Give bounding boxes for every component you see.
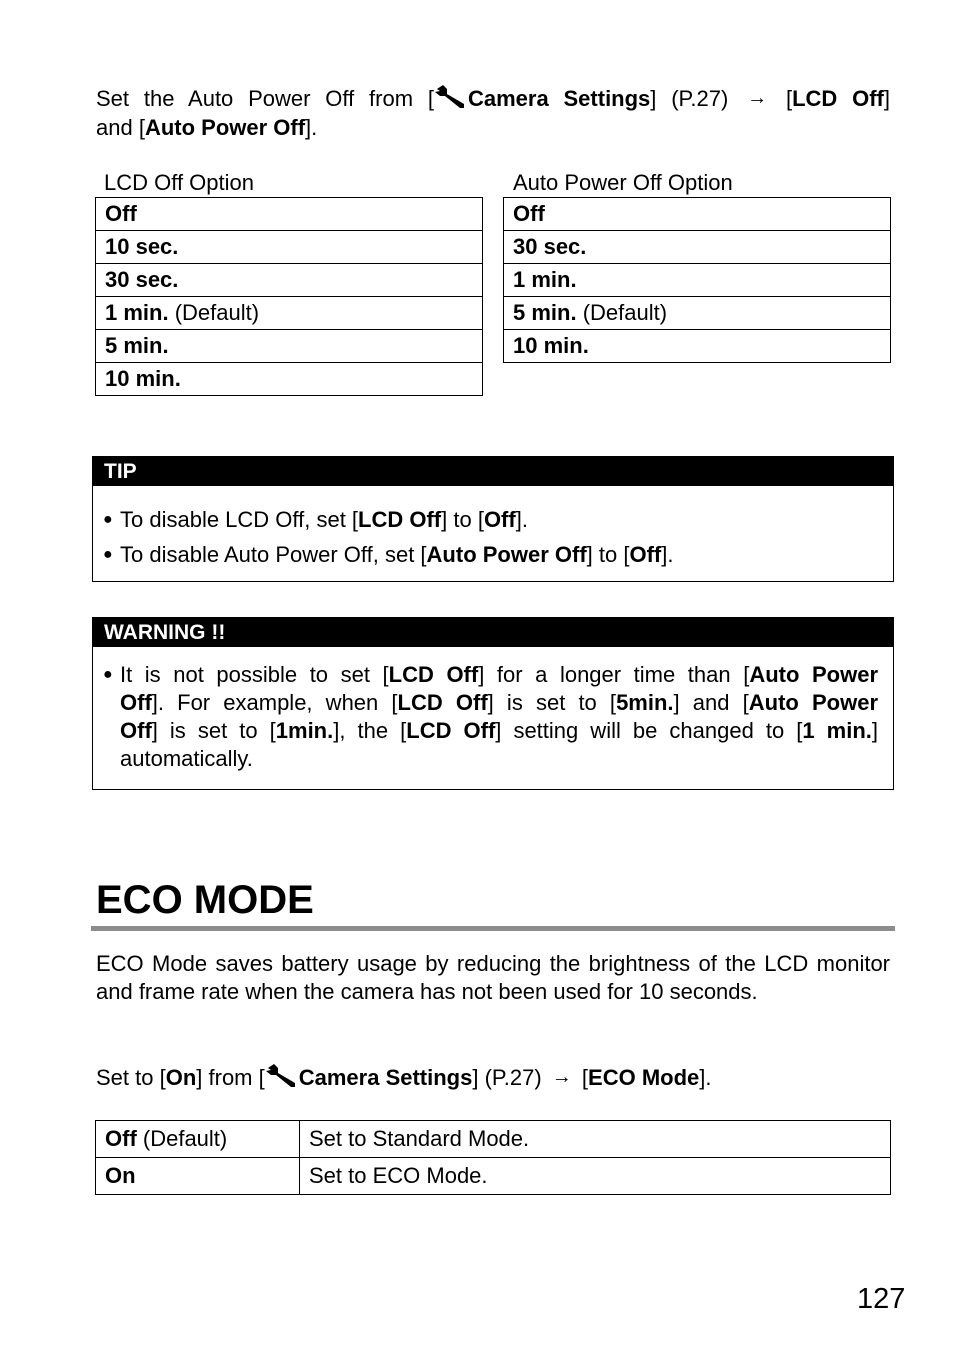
option-value: Off [105, 201, 137, 226]
intro-word: Auto [188, 86, 234, 111]
table-row [504, 231, 891, 264]
warning-line [120, 689, 878, 717]
option-note: (Default) [576, 300, 668, 325]
table-cell [96, 1121, 300, 1158]
tip-text [120, 502, 528, 537]
camera-settings-label: Camera Settings [298, 1065, 473, 1090]
intro-text: ]. [305, 115, 318, 140]
text: ] and [ [673, 690, 749, 715]
option-value: 5 min. [105, 333, 169, 358]
section-divider [91, 926, 895, 931]
tip-header: TIP [93, 457, 893, 486]
tip-text [120, 537, 673, 572]
text: Set to [ [96, 1065, 166, 1090]
wrench-icon [434, 85, 468, 109]
text: ] setting will be changed to [ [495, 718, 803, 743]
text: ], the [ [333, 718, 407, 743]
list-item [103, 502, 883, 537]
text-bold: 5min. [616, 690, 674, 715]
text-bold: 1 min. [802, 718, 872, 743]
table-cell [504, 231, 891, 264]
table-row [96, 231, 483, 264]
text: ] is set to [ [151, 718, 276, 743]
text: ] to [ [441, 507, 484, 532]
intro-word: the [143, 86, 175, 111]
text: ]. [515, 507, 528, 532]
bullet-icon: ● [103, 546, 113, 563]
table-cell [504, 264, 891, 297]
text: ]. [661, 542, 674, 567]
option-value: 10 sec. [105, 234, 179, 259]
eco-mode-table [95, 1120, 891, 1195]
text-bold: Auto Power [748, 690, 879, 715]
auto-power-off-label: Auto Power Off [144, 115, 306, 140]
text: ] is set to [ [487, 690, 617, 715]
eco-mode-label: ECO Mode [588, 1065, 700, 1090]
option-value: 10 min. [105, 366, 181, 391]
text: ]. [699, 1065, 712, 1090]
text-bold: Auto Power [749, 662, 879, 687]
text-bold: On [165, 1065, 197, 1090]
table-cell: Set to Standard Mode. [300, 1121, 891, 1158]
table-row [96, 264, 483, 297]
table-cell [504, 198, 891, 231]
text-bold: Off [120, 718, 152, 743]
wrench-icon [265, 1064, 299, 1088]
text-bold: Off [629, 542, 662, 567]
table-cell [96, 1158, 300, 1195]
bracket: [ [785, 86, 793, 111]
warning-text [120, 661, 878, 773]
table-cell [504, 330, 891, 363]
arrow-right-icon: → [551, 1066, 572, 1088]
table-cell [96, 330, 483, 363]
intro-word: from [369, 86, 414, 111]
text: ] [871, 718, 879, 743]
camera-settings-label: Camera Settings [467, 86, 651, 111]
option-value: 30 sec. [105, 267, 179, 292]
warning-line [120, 661, 878, 689]
table-cell [96, 297, 483, 330]
text: ]. For example, when [ [151, 690, 398, 715]
option-value: On [105, 1163, 136, 1188]
text-bold: LCD Off [397, 690, 488, 715]
option-note: (Default) [168, 300, 260, 325]
lcd-off-label: LCD Off [792, 86, 884, 111]
text: It is not possible to set [ [120, 662, 389, 687]
table-row [504, 264, 891, 297]
table-cell [96, 264, 483, 297]
intro-line-2 [96, 115, 317, 140]
warning-box [92, 617, 894, 790]
table-cell: Set to ECO Mode. [300, 1158, 891, 1195]
camera-settings-ref [428, 86, 657, 111]
option-value: 30 sec. [513, 234, 587, 259]
table-row [96, 198, 483, 231]
table-cell [96, 231, 483, 264]
text-bold: LCD Off [388, 662, 479, 687]
option-value: Off [513, 201, 545, 226]
warning-line: automatically. [120, 746, 253, 771]
table-row [96, 1158, 891, 1195]
warning-body [93, 647, 893, 773]
option-value: 1 min. [105, 300, 169, 325]
table-row [504, 297, 891, 330]
intro-text: and [ [96, 115, 145, 140]
option-value: 10 min. [513, 333, 589, 358]
lcd-off-ref [786, 86, 890, 111]
table-row [504, 198, 891, 231]
section-title: ECO MODE [96, 878, 314, 922]
table-cell [504, 297, 891, 330]
option-value: Off [105, 1126, 137, 1151]
option-note: (Default) [136, 1126, 228, 1151]
arrow-right-icon: → [747, 87, 768, 109]
eco-description: ECO Mode saves battery usage by reducing the brightness of the LCD monitor and frame rate when the camera has not been used for 10 seconds. [96, 951, 890, 1004]
text: To disable Auto Power Off, set [ [120, 542, 427, 567]
intro-word: Set [96, 86, 130, 111]
text: ] to [ [586, 542, 630, 567]
table-row [96, 297, 483, 330]
option-value: 1 min. [513, 267, 577, 292]
warning-line [120, 717, 878, 745]
text: To disable LCD Off, set [ [120, 507, 359, 532]
text-bold: Off [483, 507, 516, 532]
tip-body [93, 486, 893, 572]
list-item [103, 537, 883, 572]
intro-line-1 [96, 84, 890, 113]
intro-word: Off [325, 86, 355, 111]
intro-paragraph [96, 84, 890, 142]
text: ] for a longer time than [ [478, 662, 750, 687]
lcd-off-option-table [95, 197, 483, 396]
bullet-icon: ● [103, 666, 113, 683]
tip-box [92, 456, 894, 582]
intro-word: Power [248, 86, 311, 111]
text: ] (P.27) [472, 1065, 542, 1090]
bracket: ] [883, 86, 890, 111]
text-bold: Off [120, 690, 152, 715]
table-row [96, 330, 483, 363]
bracket: ] [650, 86, 657, 111]
eco-set-instruction [96, 1062, 890, 1093]
table-cell [96, 198, 483, 231]
option-value: 5 min. [513, 300, 577, 325]
bullet-icon: ● [103, 511, 113, 528]
text-bold: Auto Power Off [426, 542, 587, 567]
lcd-off-option-title: LCD Off Option [104, 170, 254, 195]
table-cell [96, 363, 483, 396]
list-item [103, 661, 878, 773]
text-bold: 1min. [275, 718, 334, 743]
warning-header: WARNING !! [93, 618, 893, 647]
text: [ [581, 1065, 589, 1090]
table-row [96, 1121, 891, 1158]
text-bold: LCD Off [406, 718, 496, 743]
table-row [504, 330, 891, 363]
text: ] from [ [196, 1065, 265, 1090]
text-bold: LCD Off [358, 507, 442, 532]
bracket: [ [427, 86, 434, 111]
table-row [96, 363, 483, 396]
auto-power-off-option-table [503, 197, 891, 363]
page-number: 127 [857, 1283, 906, 1315]
auto-power-off-option-title: Auto Power Off Option [513, 170, 733, 195]
page-reference: (P.27) [671, 86, 729, 111]
